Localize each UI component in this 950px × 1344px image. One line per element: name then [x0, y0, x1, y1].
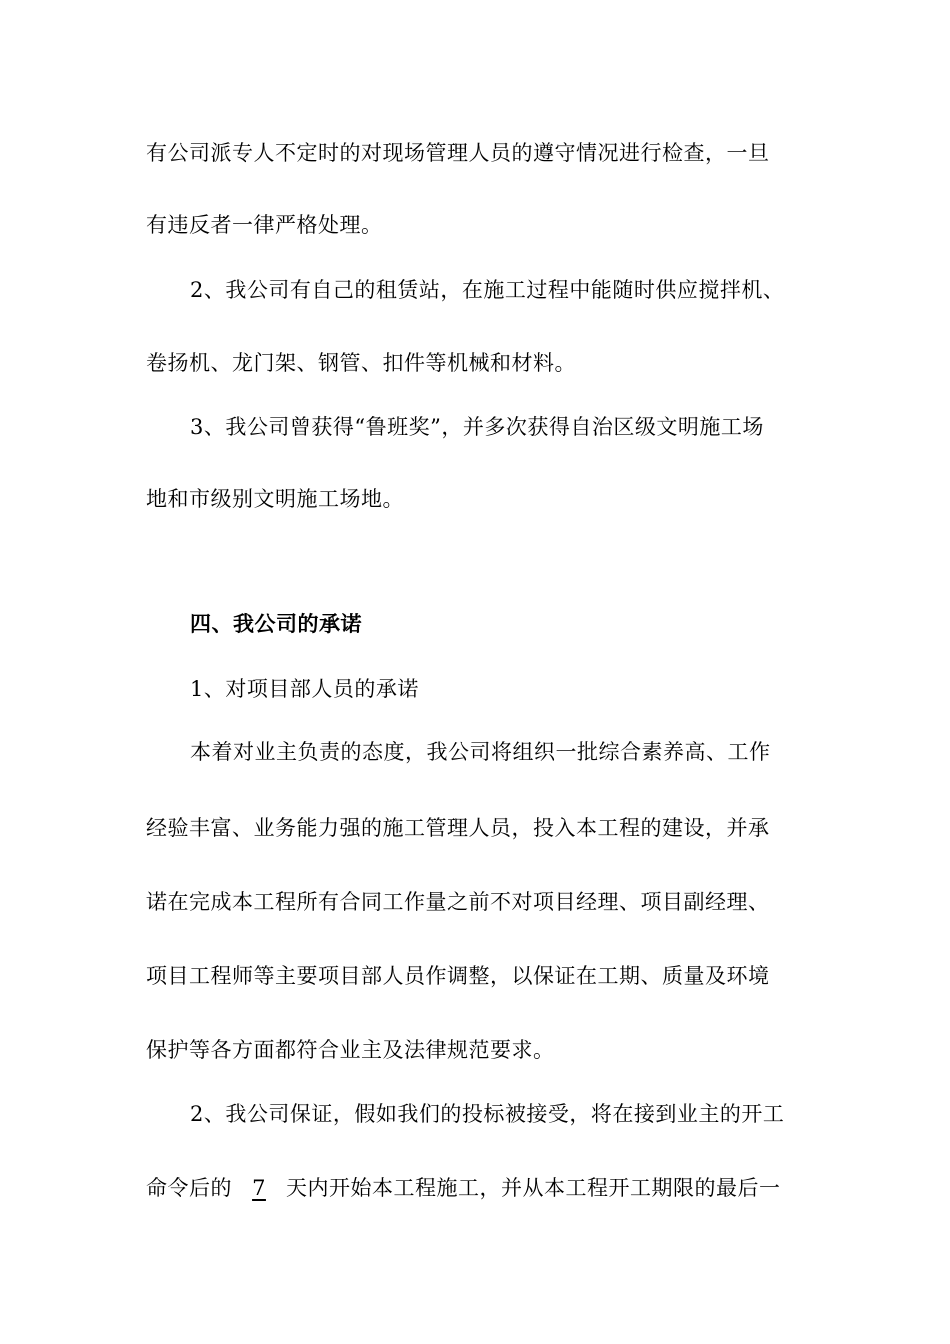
paragraph-line: 2、我公司保证，假如我们的投标被接受，将在接到业主的开工 — [190, 1102, 785, 1126]
paragraph-line: 本着对业主负责的态度，我公司将组织一批综合素养高、工作 — [190, 740, 771, 764]
line-prefix: 命令后的 — [146, 1176, 232, 1200]
paragraph-line: 保护等各方面都符合业主及法律规范要求。 — [146, 1038, 555, 1062]
line-suffix: 天内开始本工程施工，并从本工程开工期限的最后一 — [286, 1176, 781, 1200]
section-heading: 四、我公司的承诺 — [190, 611, 362, 636]
days-blank: 7 — [252, 1176, 266, 1200]
subsection-heading: 1、对项目部人员的承诺 — [190, 677, 419, 701]
paragraph-line: 有违反者一律严格处理。 — [146, 213, 383, 237]
paragraph-line-with-blank — [146, 1173, 806, 1203]
paragraph-line: 2、我公司有自己的租赁站，在施工过程中能随时供应搅拌机、 — [190, 278, 785, 302]
paragraph-line: 卷扬机、龙门架、钢管、扣件等机械和材料。 — [146, 351, 576, 375]
paragraph-line: 项目工程师等主要项目部人员作调整，以保证在工期、质量及环境 — [146, 964, 770, 988]
paragraph-line: 有公司派专人不定时的对现场管理人员的遵守情况进行检查，一旦 — [146, 141, 770, 165]
paragraph-line: 诺在完成本工程所有合同工作量之前不对项目经理、项目副经理、 — [146, 890, 770, 914]
paragraph-line: 3、我公司曾获得“鲁班奖”，并多次获得自治区级文明施工场 — [190, 415, 764, 439]
paragraph-line: 经验丰富、业务能力强的施工管理人员，投入本工程的建设，并承 — [146, 816, 770, 840]
paragraph-line: 地和市级别文明施工场地。 — [146, 487, 404, 511]
